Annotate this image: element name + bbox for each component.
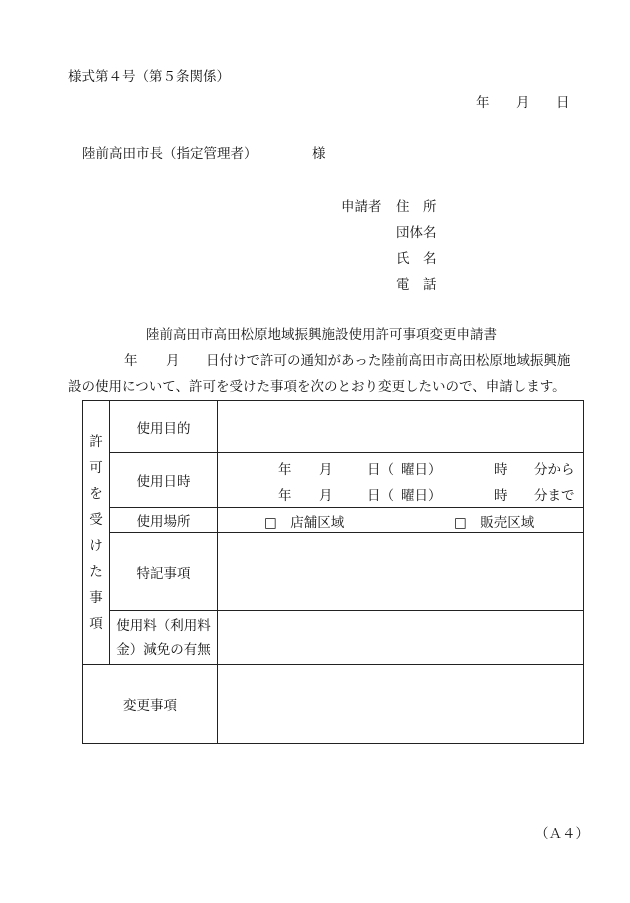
side-char: た [89, 564, 103, 580]
date-year: 年 [476, 95, 490, 111]
side-char: を [89, 486, 103, 502]
date-month: 月 [516, 95, 530, 111]
body-month: 月 [166, 353, 180, 369]
dt-start-month: 月 [319, 462, 333, 478]
place-option-sales[interactable]: □ 販売区域 [454, 515, 535, 531]
side-char: け [89, 538, 103, 554]
side-char: 可 [89, 460, 103, 476]
dt-start-year: 年 [278, 462, 292, 478]
change-field[interactable] [218, 665, 584, 744]
applicant-group-label: 団体名 [396, 225, 437, 241]
permit-change-table [82, 400, 584, 744]
notes-label: 特記事項 [110, 533, 218, 611]
body-line1: 日付けで許可の通知があった陸前高田市高田松原地域振興施 [206, 353, 571, 369]
change-label: 変更事項 [83, 665, 218, 744]
notes-field[interactable] [218, 533, 584, 611]
date-day: 日 [556, 95, 570, 111]
dt-end-year: 年 [278, 488, 292, 504]
dt-end-hour: 時 [494, 488, 508, 504]
purpose-label: 使用目的 [110, 401, 218, 453]
place-label: 使用場所 [110, 508, 218, 533]
addressee-name: 陸前高田市長（指定管理者） [82, 146, 258, 162]
body-year: 年 [124, 353, 138, 369]
place-option-store[interactable]: □ 店舗区域 [264, 515, 345, 531]
datetime-field[interactable] [218, 453, 584, 508]
fee-label-line1: 使用料（利用料 [116, 617, 211, 634]
purpose-field[interactable] [218, 401, 584, 453]
paper-size-label: （Ａ４） [535, 826, 589, 842]
dt-start-hour: 時 [494, 462, 508, 478]
applicant-address-label: 住 所 [396, 199, 437, 215]
side-char: 項 [89, 616, 103, 632]
side-label-column [83, 401, 110, 665]
dt-end-until: 分まで [534, 488, 575, 504]
dt-end-day: 日（ [367, 488, 394, 504]
fee-label [110, 611, 218, 665]
addressee-honorific: 様 [312, 146, 326, 162]
dt-start-day: 日（ [367, 462, 394, 478]
dt-start-from: 分から [534, 462, 575, 478]
datetime-label: 使用日時 [110, 453, 218, 508]
side-char: 許 [89, 434, 103, 450]
body-line2: 設の使用について、許可を受けた事項を次のとおり変更したいので、申請します。 [68, 379, 566, 395]
form-number: 様式第４号（第５条関係） [68, 69, 230, 85]
side-char: 受 [89, 512, 103, 528]
fee-label-line2: 金）減免の有無 [116, 641, 211, 658]
place-field [218, 508, 584, 533]
fee-field[interactable] [218, 611, 584, 665]
dt-end-month: 月 [319, 488, 333, 504]
dt-end-weekday: 曜日） [401, 488, 442, 504]
document-title: 陸前高田市高田松原地域振興施設使用許可事項変更申請書 [146, 327, 497, 343]
applicant-phone-label: 電 話 [396, 277, 437, 293]
dt-start-weekday: 曜日） [401, 462, 442, 478]
side-char: 事 [89, 590, 103, 606]
applicant-label: 申請者 [341, 199, 382, 215]
applicant-name-label: 氏 名 [396, 251, 437, 267]
